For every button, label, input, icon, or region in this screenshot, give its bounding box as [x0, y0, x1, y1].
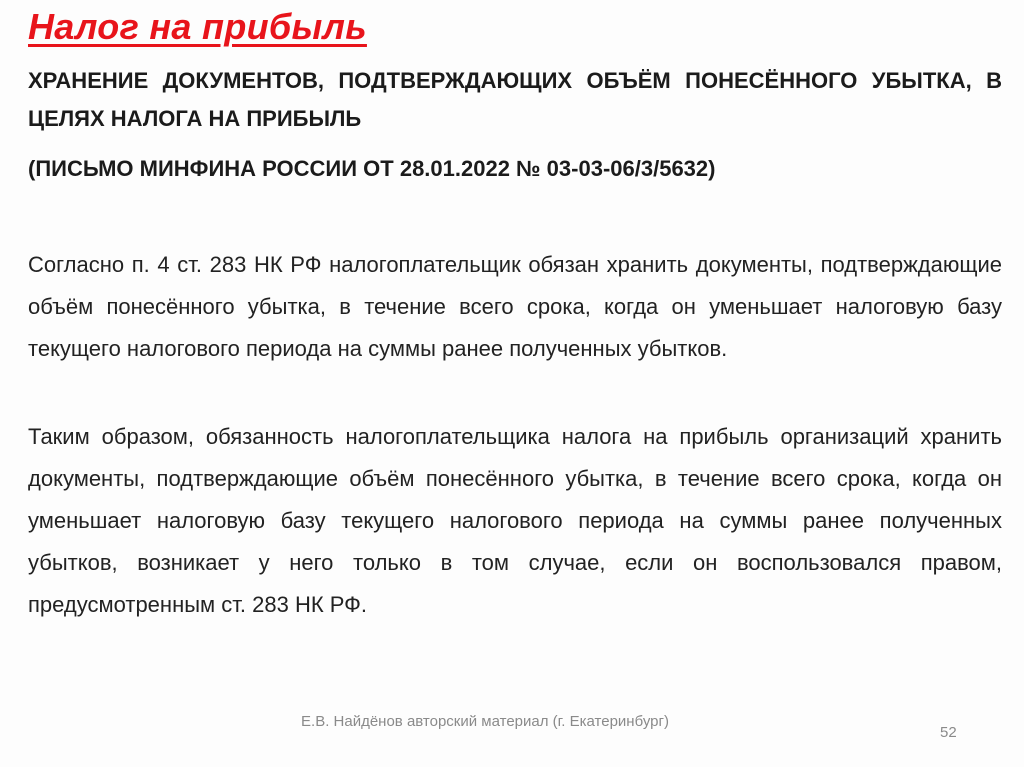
letter-reference: (ПИСЬМО МИНФИНА РОССИИ ОТ 28.01.2022 № 03-03-06/3/5632) [28, 156, 716, 181]
slide-title: Налог на прибыль [28, 6, 367, 47]
paragraph-1: Согласно п. 4 ст. 283 НК РФ налогоплательщик обязан хранить документы, подтверждающие объём понесённого убытка, в течение всего срока, когда он уменьшает налоговую базу текущего налогового периода на суммы ранее полученных убытков. [28, 252, 1002, 361]
footer-author: Е.В. Найдёнов авторский материал (г. Екатеринбург) [301, 713, 669, 730]
paragraph-2: Таким образом, обязанность налогоплательщика налога на прибыль организаций хранить документы, подтверждающие объём понесённого убытка, в течение всего срока, когда он уменьшает налоговую базу текущего налогового периода на суммы ранее полученных убытков, возникает у него только в том случае, если он воспользовался правом, предусмотренным ст. 283 НК РФ. [28, 424, 1002, 617]
slide-heading: ХРАНЕНИЕ ДОКУМЕНТОВ, ПОДТВЕРЖДАЮЩИХ ОБЪЁМ ПОНЕСЁННОГО УБЫТКА, В ЦЕЛЯХ НАЛОГА НА ПРИБЫЛЬ [28, 68, 1002, 131]
page-number: 52 [940, 724, 957, 741]
